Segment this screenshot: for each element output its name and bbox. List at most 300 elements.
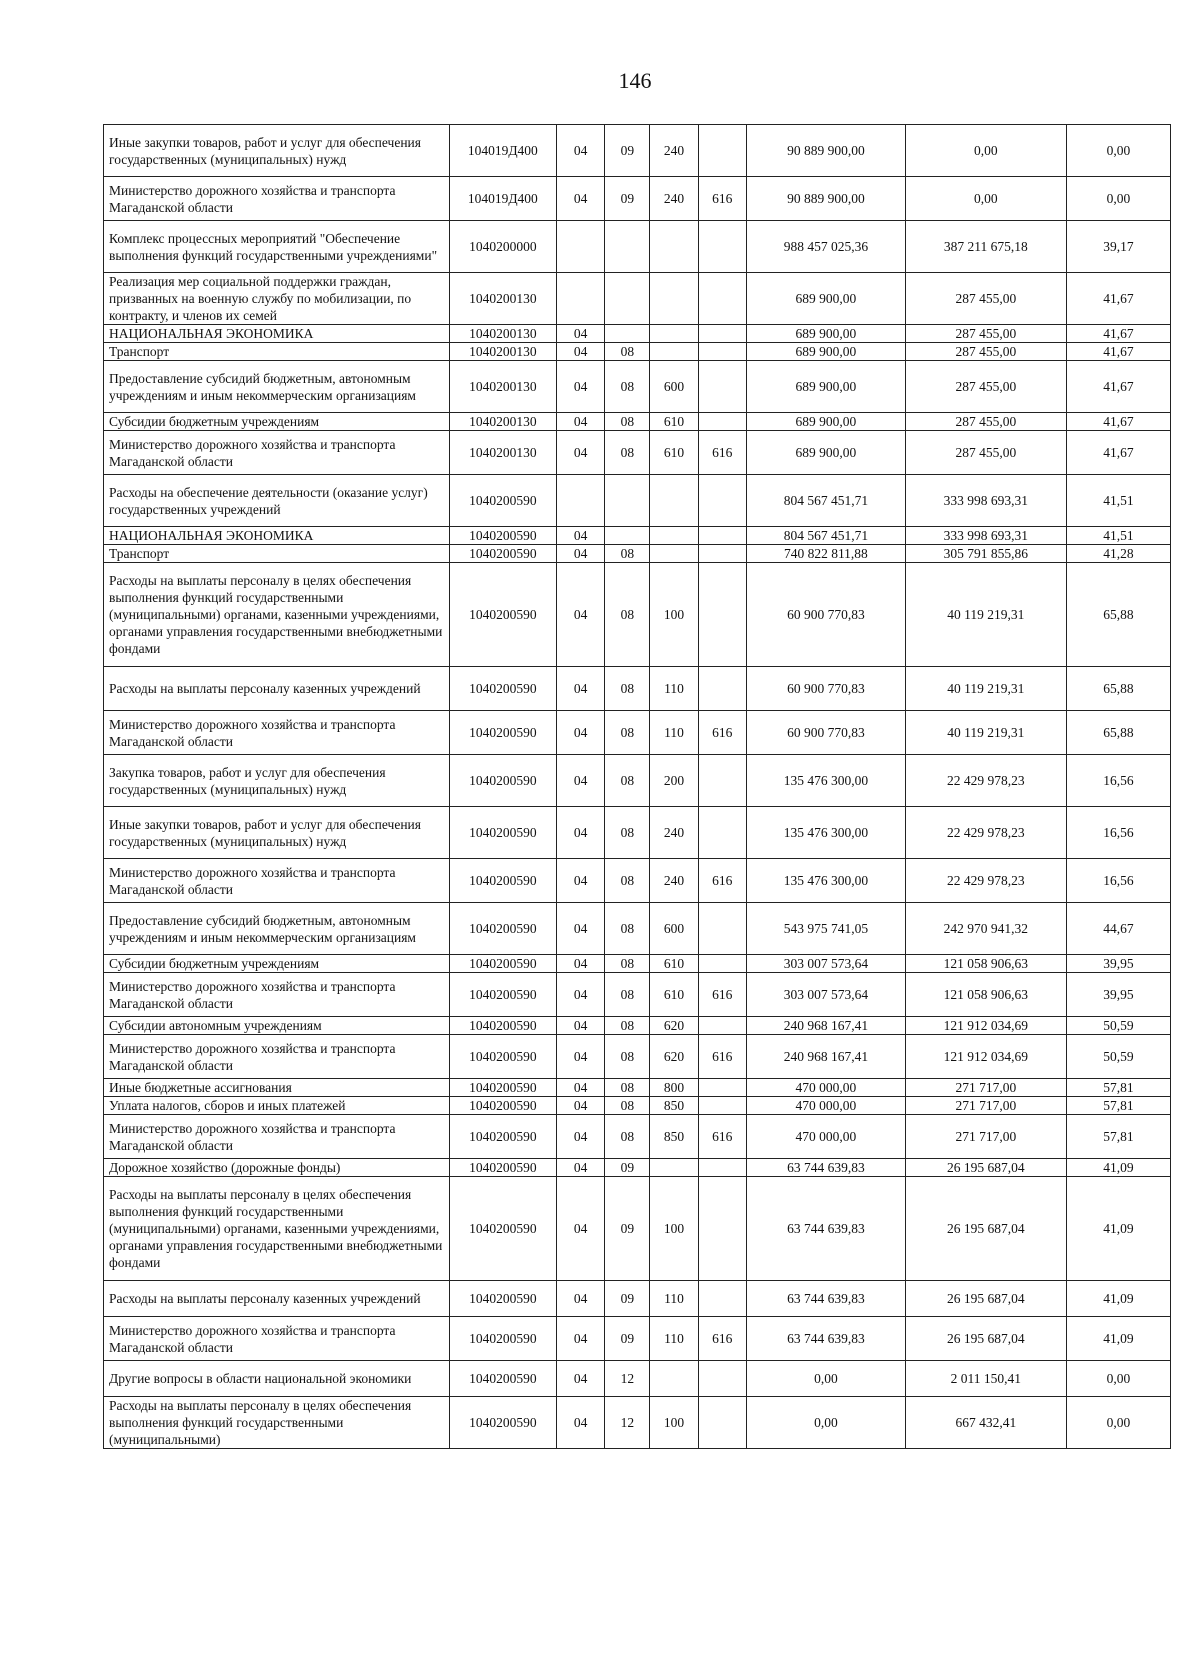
executed-amount: 22 429 978,23 <box>905 859 1066 903</box>
executed-amount: 22 429 978,23 <box>905 755 1066 807</box>
subsection-code: 08 <box>605 413 650 431</box>
target-article-code: 1040200590 <box>449 955 556 973</box>
planned-amount: 135 476 300,00 <box>746 859 905 903</box>
subsection-code: 08 <box>605 1079 650 1097</box>
planned-amount: 303 007 573,64 <box>746 973 905 1017</box>
table-row <box>104 545 1171 563</box>
target-article-code: 1040200590 <box>449 807 556 859</box>
section-code: 04 <box>556 1361 604 1397</box>
executed-amount: 667 432,41 <box>905 1397 1066 1449</box>
row-name: Расходы на выплаты персоналу в целях обеспечения выполнения функций государственными (муниципальными) органами, казенными учреждениями, органами управления государственными внебюджетными фондами <box>104 563 450 667</box>
target-article-code: 1040200590 <box>449 973 556 1017</box>
expense-type-code <box>650 1159 698 1177</box>
target-article-code: 1040200590 <box>449 1079 556 1097</box>
main-administrator-code <box>698 903 746 955</box>
executed-amount: 271 717,00 <box>905 1097 1066 1115</box>
section-code: 04 <box>556 1017 604 1035</box>
expense-type-code <box>650 221 698 273</box>
section-code: 04 <box>556 1115 604 1159</box>
executed-amount: 287 455,00 <box>905 273 1066 325</box>
executed-amount: 242 970 941,32 <box>905 903 1066 955</box>
table-row <box>104 1097 1171 1115</box>
subsection-code: 09 <box>605 125 650 177</box>
row-name: Расходы на обеспечение деятельности (оказание услуг) государственных учреждений <box>104 475 450 527</box>
table-row <box>104 1159 1171 1177</box>
subsection-code: 08 <box>605 711 650 755</box>
planned-amount: 63 744 639,83 <box>746 1281 905 1317</box>
planned-amount: 303 007 573,64 <box>746 955 905 973</box>
section-code: 04 <box>556 711 604 755</box>
expense-type-code: 240 <box>650 177 698 221</box>
subsection-code: 08 <box>605 563 650 667</box>
section-code: 04 <box>556 1035 604 1079</box>
page-number: 146 <box>618 68 652 93</box>
subsection-code: 09 <box>605 1159 650 1177</box>
section-code: 04 <box>556 755 604 807</box>
main-administrator-code <box>698 475 746 527</box>
target-article-code: 1040200590 <box>449 545 556 563</box>
section-code: 04 <box>556 563 604 667</box>
main-administrator-code <box>698 1281 746 1317</box>
row-name: Уплата налогов, сборов и иных платежей <box>104 1097 450 1115</box>
table-row <box>104 177 1171 221</box>
subsection-code: 08 <box>605 973 650 1017</box>
planned-amount: 60 900 770,83 <box>746 711 905 755</box>
section-code: 04 <box>556 527 604 545</box>
table-row <box>104 903 1171 955</box>
expense-type-code: 240 <box>650 125 698 177</box>
subsection-code <box>605 527 650 545</box>
section-code <box>556 273 604 325</box>
execution-percent: 0,00 <box>1066 1361 1170 1397</box>
subsection-code: 08 <box>605 361 650 413</box>
executed-amount: 287 455,00 <box>905 343 1066 361</box>
execution-percent: 39,17 <box>1066 221 1170 273</box>
subsection-code: 08 <box>605 1035 650 1079</box>
section-code: 04 <box>556 1317 604 1361</box>
main-administrator-code: 616 <box>698 177 746 221</box>
main-administrator-code <box>698 325 746 343</box>
section-code: 04 <box>556 1097 604 1115</box>
execution-percent: 41,09 <box>1066 1317 1170 1361</box>
planned-amount: 470 000,00 <box>746 1079 905 1097</box>
expense-type-code: 600 <box>650 361 698 413</box>
target-article-code: 1040200590 <box>449 1035 556 1079</box>
row-name: Субсидии бюджетным учреждениям <box>104 955 450 973</box>
subsection-code: 08 <box>605 667 650 711</box>
section-code <box>556 475 604 527</box>
target-article-code: 1040200590 <box>449 1397 556 1449</box>
section-code: 04 <box>556 859 604 903</box>
table-row <box>104 807 1171 859</box>
execution-percent: 65,88 <box>1066 711 1170 755</box>
expense-type-code: 100 <box>650 1177 698 1281</box>
planned-amount: 240 968 167,41 <box>746 1017 905 1035</box>
target-article-code: 1040200590 <box>449 1097 556 1115</box>
subsection-code: 08 <box>605 1115 650 1159</box>
table-row <box>104 1079 1171 1097</box>
table-row <box>104 755 1171 807</box>
row-name: Расходы на выплаты персоналу в целях обеспечения выполнения функций государственными (муниципальными) органами, казенными учреждениями, органами управления государственными внебюджетными фондами <box>104 1177 450 1281</box>
target-article-code: 104019Д400 <box>449 177 556 221</box>
executed-amount: 40 119 219,31 <box>905 563 1066 667</box>
target-article-code: 1040200130 <box>449 325 556 343</box>
planned-amount: 470 000,00 <box>746 1097 905 1115</box>
expense-type-code: 600 <box>650 903 698 955</box>
execution-percent: 44,67 <box>1066 903 1170 955</box>
executed-amount: 2 011 150,41 <box>905 1361 1066 1397</box>
subsection-code: 09 <box>605 1177 650 1281</box>
executed-amount: 121 058 906,63 <box>905 955 1066 973</box>
section-code: 04 <box>556 903 604 955</box>
row-name: Министерство дорожного хозяйства и транспорта Магаданской области <box>104 711 450 755</box>
planned-amount: 60 900 770,83 <box>746 667 905 711</box>
execution-percent: 41,51 <box>1066 527 1170 545</box>
section-code: 04 <box>556 545 604 563</box>
execution-percent: 41,67 <box>1066 343 1170 361</box>
execution-percent: 41,09 <box>1066 1159 1170 1177</box>
subsection-code: 12 <box>605 1361 650 1397</box>
planned-amount: 470 000,00 <box>746 1115 905 1159</box>
row-name: Министерство дорожного хозяйства и транспорта Магаданской области <box>104 431 450 475</box>
table-row <box>104 325 1171 343</box>
executed-amount: 22 429 978,23 <box>905 807 1066 859</box>
row-name: НАЦИОНАЛЬНАЯ ЭКОНОМИКА <box>104 527 450 545</box>
execution-percent: 39,95 <box>1066 955 1170 973</box>
row-name: Министерство дорожного хозяйства и транспорта Магаданской области <box>104 1035 450 1079</box>
planned-amount: 135 476 300,00 <box>746 807 905 859</box>
expense-type-code: 100 <box>650 1397 698 1449</box>
section-code: 04 <box>556 1397 604 1449</box>
execution-percent: 41,09 <box>1066 1177 1170 1281</box>
planned-amount: 689 900,00 <box>746 431 905 475</box>
section-code: 04 <box>556 343 604 361</box>
main-administrator-code <box>698 361 746 413</box>
executed-amount: 26 195 687,04 <box>905 1281 1066 1317</box>
main-administrator-code: 616 <box>698 1035 746 1079</box>
row-name: Министерство дорожного хозяйства и транспорта Магаданской области <box>104 177 450 221</box>
expense-type-code: 110 <box>650 711 698 755</box>
executed-amount: 287 455,00 <box>905 413 1066 431</box>
expense-type-code: 850 <box>650 1115 698 1159</box>
subsection-code <box>605 273 650 325</box>
planned-amount: 135 476 300,00 <box>746 755 905 807</box>
expense-type-code <box>650 475 698 527</box>
main-administrator-code: 616 <box>698 1115 746 1159</box>
expense-type-code: 110 <box>650 1281 698 1317</box>
execution-percent: 57,81 <box>1066 1079 1170 1097</box>
planned-amount: 63 744 639,83 <box>746 1159 905 1177</box>
target-article-code: 104019Д400 <box>449 125 556 177</box>
main-administrator-code <box>698 667 746 711</box>
target-article-code: 1040200000 <box>449 221 556 273</box>
row-name: Иные закупки товаров, работ и услуг для обеспечения государственных (муниципальных) нужд <box>104 125 450 177</box>
main-administrator-code <box>698 125 746 177</box>
expense-type-code: 850 <box>650 1097 698 1115</box>
executed-amount: 26 195 687,04 <box>905 1159 1066 1177</box>
table-row <box>104 475 1171 527</box>
execution-percent: 16,56 <box>1066 807 1170 859</box>
expense-type-code: 110 <box>650 1317 698 1361</box>
section-code: 04 <box>556 177 604 221</box>
section-code: 04 <box>556 361 604 413</box>
planned-amount: 689 900,00 <box>746 325 905 343</box>
execution-percent: 41,28 <box>1066 545 1170 563</box>
expense-type-code <box>650 545 698 563</box>
execution-percent: 0,00 <box>1066 125 1170 177</box>
table-row <box>104 667 1171 711</box>
table-row <box>104 859 1171 903</box>
budget-table <box>103 124 1171 1449</box>
execution-percent: 50,59 <box>1066 1035 1170 1079</box>
expense-type-code <box>650 1361 698 1397</box>
target-article-code: 1040200590 <box>449 903 556 955</box>
subsection-code: 09 <box>605 1281 650 1317</box>
section-code: 04 <box>556 1177 604 1281</box>
section-code: 04 <box>556 1281 604 1317</box>
main-administrator-code: 616 <box>698 431 746 475</box>
target-article-code: 1040200130 <box>449 413 556 431</box>
execution-percent: 41,67 <box>1066 325 1170 343</box>
subsection-code: 08 <box>605 1097 650 1115</box>
planned-amount: 90 889 900,00 <box>746 125 905 177</box>
planned-amount: 689 900,00 <box>746 273 905 325</box>
executed-amount: 333 998 693,31 <box>905 475 1066 527</box>
executed-amount: 40 119 219,31 <box>905 711 1066 755</box>
target-article-code: 1040200590 <box>449 1115 556 1159</box>
subsection-code: 08 <box>605 807 650 859</box>
subsection-code: 08 <box>605 343 650 361</box>
expense-type-code: 610 <box>650 431 698 475</box>
main-administrator-code <box>698 221 746 273</box>
target-article-code: 1040200590 <box>449 1177 556 1281</box>
row-name: Иные закупки товаров, работ и услуг для обеспечения государственных (муниципальных) нужд <box>104 807 450 859</box>
main-administrator-code <box>698 1017 746 1035</box>
target-article-code: 1040200590 <box>449 563 556 667</box>
main-administrator-code <box>698 343 746 361</box>
execution-percent: 41,09 <box>1066 1281 1170 1317</box>
planned-amount: 0,00 <box>746 1397 905 1449</box>
main-administrator-code <box>698 527 746 545</box>
table-row <box>104 125 1171 177</box>
section-code: 04 <box>556 955 604 973</box>
execution-percent: 39,95 <box>1066 973 1170 1017</box>
target-article-code: 1040200590 <box>449 859 556 903</box>
section-code: 04 <box>556 413 604 431</box>
row-name: Другие вопросы в области национальной экономики <box>104 1361 450 1397</box>
expense-type-code <box>650 343 698 361</box>
table-row <box>104 1317 1171 1361</box>
subsection-code: 09 <box>605 1317 650 1361</box>
row-name: Предоставление субсидий бюджетным, автономным учреждениям и иным некоммерческим организациям <box>104 903 450 955</box>
planned-amount: 804 567 451,71 <box>746 475 905 527</box>
target-article-code: 1040200590 <box>449 1017 556 1035</box>
target-article-code: 1040200590 <box>449 1317 556 1361</box>
main-administrator-code: 616 <box>698 1317 746 1361</box>
subsection-code: 08 <box>605 755 650 807</box>
target-article-code: 1040200590 <box>449 711 556 755</box>
executed-amount: 26 195 687,04 <box>905 1177 1066 1281</box>
main-administrator-code <box>698 545 746 563</box>
execution-percent: 65,88 <box>1066 563 1170 667</box>
execution-percent: 16,56 <box>1066 859 1170 903</box>
section-code: 04 <box>556 325 604 343</box>
row-name: Транспорт <box>104 343 450 361</box>
main-administrator-code <box>698 1097 746 1115</box>
expense-type-code <box>650 527 698 545</box>
subsection-code <box>605 221 650 273</box>
row-name: Дорожное хозяйство (дорожные фонды) <box>104 1159 450 1177</box>
row-name: Министерство дорожного хозяйства и транспорта Магаданской области <box>104 1317 450 1361</box>
main-administrator-code: 616 <box>698 711 746 755</box>
row-name: Расходы на выплаты персоналу в целях обеспечения выполнения функций государственными (муниципальными) <box>104 1397 450 1449</box>
section-code: 04 <box>556 667 604 711</box>
main-administrator-code <box>698 955 746 973</box>
section-code: 04 <box>556 807 604 859</box>
row-name: Иные бюджетные ассигнования <box>104 1079 450 1097</box>
row-name: Субсидии автономным учреждениям <box>104 1017 450 1035</box>
target-article-code: 1040200590 <box>449 667 556 711</box>
executed-amount: 271 717,00 <box>905 1115 1066 1159</box>
subsection-code: 08 <box>605 1017 650 1035</box>
subsection-code: 12 <box>605 1397 650 1449</box>
main-administrator-code <box>698 1159 746 1177</box>
planned-amount: 63 744 639,83 <box>746 1177 905 1281</box>
row-name: Закупка товаров, работ и услуг для обеспечения государственных (муниципальных) нужд <box>104 755 450 807</box>
expense-type-code <box>650 273 698 325</box>
table-row <box>104 1177 1171 1281</box>
table-row <box>104 431 1171 475</box>
planned-amount: 689 900,00 <box>746 413 905 431</box>
executed-amount: 0,00 <box>905 177 1066 221</box>
row-name: Предоставление субсидий бюджетным, автономным учреждениям и иным некоммерческим организациям <box>104 361 450 413</box>
subsection-code <box>605 325 650 343</box>
execution-percent: 65,88 <box>1066 667 1170 711</box>
row-name: Субсидии бюджетным учреждениям <box>104 413 450 431</box>
executed-amount: 287 455,00 <box>905 431 1066 475</box>
row-name: Министерство дорожного хозяйства и транспорта Магаданской области <box>104 1115 450 1159</box>
planned-amount: 63 744 639,83 <box>746 1317 905 1361</box>
section-code: 04 <box>556 125 604 177</box>
target-article-code: 1040200130 <box>449 273 556 325</box>
planned-amount: 740 822 811,88 <box>746 545 905 563</box>
table-row <box>104 273 1171 325</box>
subsection-code: 09 <box>605 177 650 221</box>
table-row <box>104 1281 1171 1317</box>
expense-type-code: 240 <box>650 807 698 859</box>
table-row <box>104 343 1171 361</box>
execution-percent: 50,59 <box>1066 1017 1170 1035</box>
planned-amount: 0,00 <box>746 1361 905 1397</box>
row-name: НАЦИОНАЛЬНАЯ ЭКОНОМИКА <box>104 325 450 343</box>
executed-amount: 40 119 219,31 <box>905 667 1066 711</box>
main-administrator-code <box>698 1079 746 1097</box>
table-row <box>104 361 1171 413</box>
executed-amount: 26 195 687,04 <box>905 1317 1066 1361</box>
expense-type-code: 620 <box>650 1035 698 1079</box>
table-row <box>104 1361 1171 1397</box>
execution-percent: 41,67 <box>1066 361 1170 413</box>
target-article-code: 1040200130 <box>449 343 556 361</box>
main-administrator-code: 616 <box>698 859 746 903</box>
subsection-code <box>605 475 650 527</box>
row-name: Транспорт <box>104 545 450 563</box>
planned-amount: 988 457 025,36 <box>746 221 905 273</box>
execution-percent: 57,81 <box>1066 1097 1170 1115</box>
planned-amount: 689 900,00 <box>746 343 905 361</box>
section-code: 04 <box>556 1159 604 1177</box>
planned-amount: 543 975 741,05 <box>746 903 905 955</box>
planned-amount: 60 900 770,83 <box>746 563 905 667</box>
target-article-code: 1040200590 <box>449 475 556 527</box>
table-row <box>104 221 1171 273</box>
main-administrator-code <box>698 273 746 325</box>
main-administrator-code <box>698 1177 746 1281</box>
expense-type-code: 610 <box>650 955 698 973</box>
planned-amount: 90 889 900,00 <box>746 177 905 221</box>
executed-amount: 271 717,00 <box>905 1079 1066 1097</box>
execution-percent: 0,00 <box>1066 177 1170 221</box>
expense-type-code: 110 <box>650 667 698 711</box>
executed-amount: 305 791 855,86 <box>905 545 1066 563</box>
executed-amount: 121 912 034,69 <box>905 1035 1066 1079</box>
expense-type-code: 100 <box>650 563 698 667</box>
execution-percent: 57,81 <box>1066 1115 1170 1159</box>
target-article-code: 1040200130 <box>449 431 556 475</box>
table-row <box>104 955 1171 973</box>
row-name: Комплекс процессных мероприятий "Обеспечение выполнения функций государственными учреждениями" <box>104 221 450 273</box>
subsection-code: 08 <box>605 903 650 955</box>
executed-amount: 121 912 034,69 <box>905 1017 1066 1035</box>
row-name: Министерство дорожного хозяйства и транспорта Магаданской области <box>104 859 450 903</box>
section-code: 04 <box>556 1079 604 1097</box>
execution-percent: 0,00 <box>1066 1397 1170 1449</box>
table-row <box>104 413 1171 431</box>
execution-percent: 41,67 <box>1066 413 1170 431</box>
execution-percent: 16,56 <box>1066 755 1170 807</box>
executed-amount: 121 058 906,63 <box>905 973 1066 1017</box>
row-name: Реализация мер социальной поддержки граждан, призванных на военную службу по мобилизации, по контракту, и членов их семей <box>104 273 450 325</box>
expense-type-code: 620 <box>650 1017 698 1035</box>
main-administrator-code <box>698 755 746 807</box>
main-administrator-code: 616 <box>698 973 746 1017</box>
section-code: 04 <box>556 973 604 1017</box>
table-row <box>104 1017 1171 1035</box>
target-article-code: 1040200590 <box>449 1159 556 1177</box>
target-article-code: 1040200130 <box>449 361 556 413</box>
main-administrator-code <box>698 563 746 667</box>
table-row <box>104 711 1171 755</box>
executed-amount: 333 998 693,31 <box>905 527 1066 545</box>
table-row <box>104 1397 1171 1449</box>
row-name: Расходы на выплаты персоналу казенных учреждений <box>104 667 450 711</box>
row-name: Расходы на выплаты персоналу казенных учреждений <box>104 1281 450 1317</box>
target-article-code: 1040200590 <box>449 527 556 545</box>
expense-type-code: 610 <box>650 973 698 1017</box>
subsection-code: 08 <box>605 545 650 563</box>
main-administrator-code <box>698 1397 746 1449</box>
target-article-code: 1040200590 <box>449 755 556 807</box>
main-administrator-code <box>698 1361 746 1397</box>
subsection-code: 08 <box>605 859 650 903</box>
section-code: 04 <box>556 431 604 475</box>
expense-type-code <box>650 325 698 343</box>
expense-type-code: 200 <box>650 755 698 807</box>
execution-percent: 41,51 <box>1066 475 1170 527</box>
planned-amount: 804 567 451,71 <box>746 527 905 545</box>
expense-type-code: 610 <box>650 413 698 431</box>
execution-percent: 41,67 <box>1066 431 1170 475</box>
